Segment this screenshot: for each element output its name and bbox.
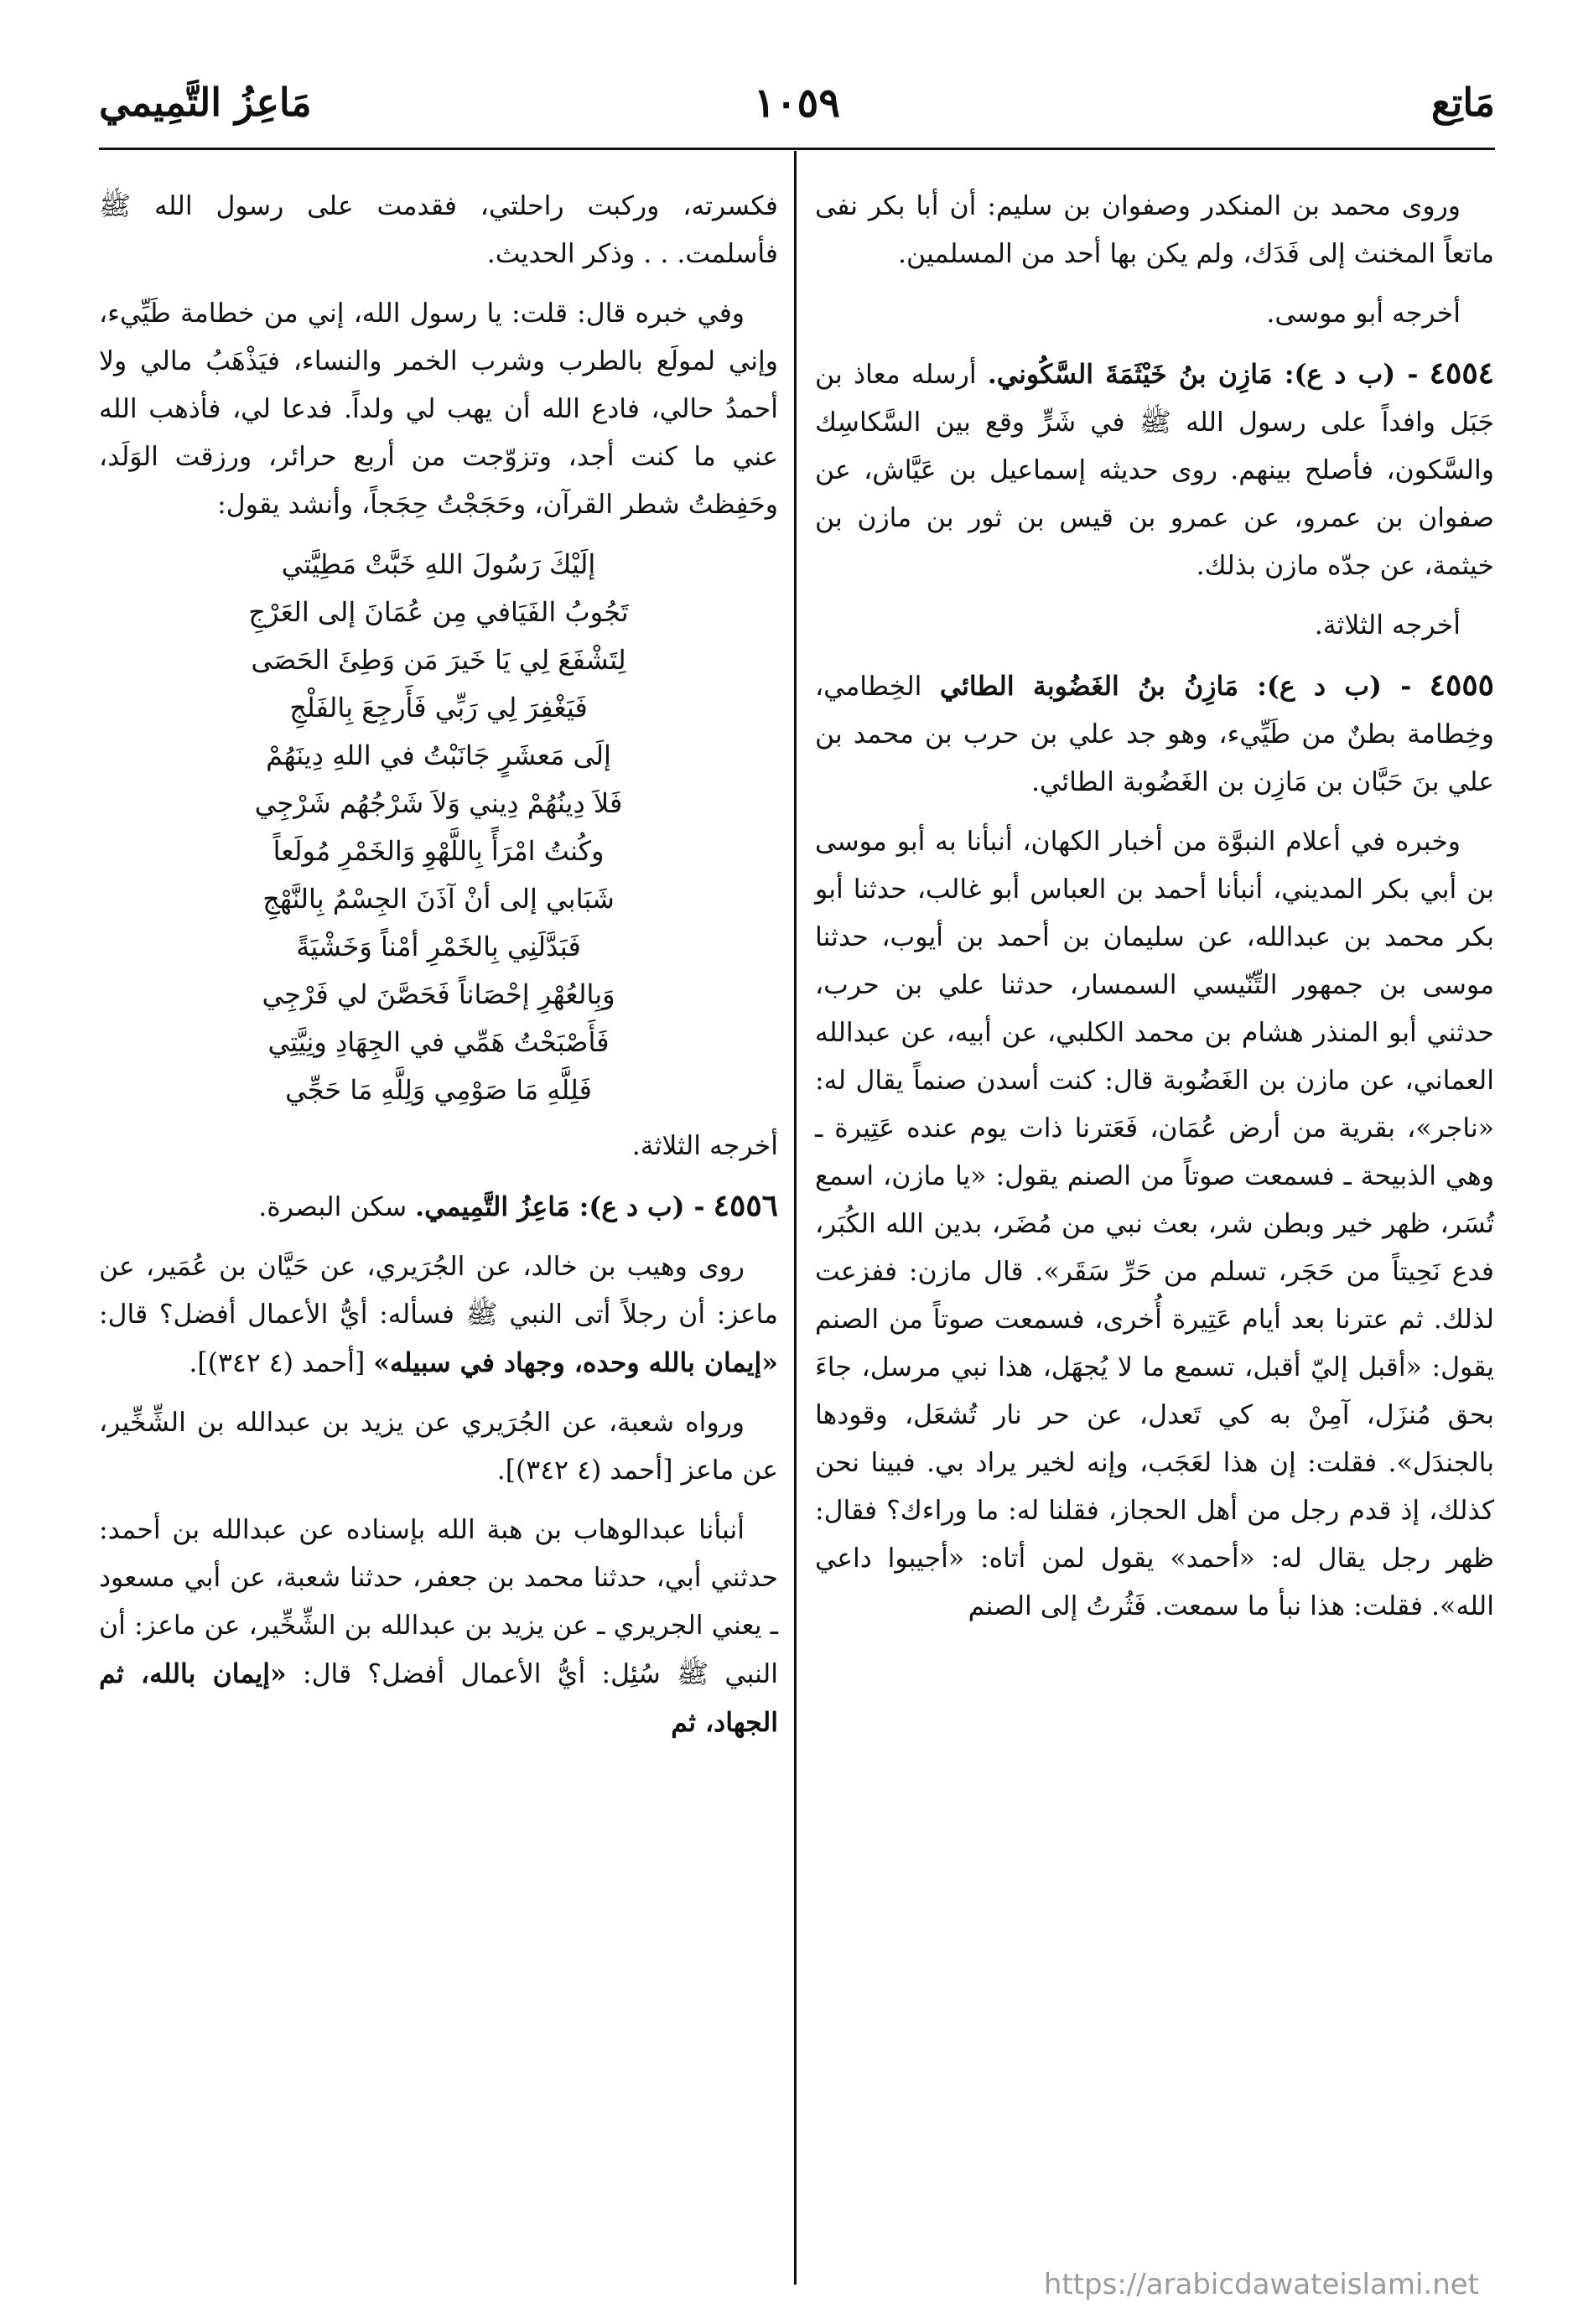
- paragraph: وروى محمد بن المنكدر وصفوان بن سليم: أن أبا بكر نفى ماتعاً المخنث إلى فَدَك، ولم يكن بها أحد من المسلمين.: [815, 191, 1494, 269]
- poem-line: فَلاَ دِينُهُمْ دِيني وَلاَ شَرْجُهُم شَرْجِي: [254, 787, 623, 819]
- watermark-url: https://arabicdawateislami.net: [1043, 2268, 1479, 2301]
- text-run: أنبأنا عبدالوهاب بن هبة الله بإسناده عن عبدالله بن أحمد: حدثني أبي، حدثنا محمد بن جعفر، حدثنا شعبة، عن أبي مسعود ـ يعني الجريري ـ عن يزيد بن عبدالله بن الشِّخِّير، عن ماعز: أن النبي ﷺ سُئِل: أيُّ الأعمال أفضل؟ قال:: [99, 1515, 778, 1689]
- paragraph: [99, 1507, 778, 1747]
- paragraph: وخبره في أعلام النبوَّة من أخبار الكهان، أنبأنا به أبو موسى بن أبي بكر المديني، أنبأنا أحمد بن العباس أبو غالب، حدثنا أبو بكر محمد بن عبدالله، عن سليمان بن أحمد بن أيوب، حدثنا موسى بن جمهور التِّنّيسي السمسار، حدثنا علي بن حرب، حدثني أبو المنذر هشام بن محمد الكلبي، عن أبيه، عن عبدالله العماني، عن مازن بن الغَضُوبة قال: كنت أسدن صنماً يقال له: «ناجر»، بقرية من أرض عُمَان، فَعَترنا ذات يوم عنده عَتِيرة ـ وهي الذبيحة ـ فسمعت صوتاً من الصنم يقول: «يا مازن، اسمع تُسَر، ظهر خير وبطن شر، بعث نبي من مُضَر، بدين الله الكُبَر، فدع نَحِيتاً من حَجَر، تسلم من حَرِّ سَقَر». قال مازن: ففزعت لذلك. ثم عترنا بعد أيام عَتِيرة أُخرى، فسمعت صوتاً من الصنم يقول: «أقبل إليّ أقبل، تسمع ما لا يُجهَل، هذا نبي مرسل، جاءَ بحق مُنزَل، آمِنْ به كي تَعدل، عن حر نار تُشعَل، وقودها بالجندَل». فقلت: إن هذا لعَجَب، وإنه لخير يراد بي. فبينا نحن كذلك، إذ قدم رجل من أهل الحجاز، فقلنا له: ما وراءك؟ فقال: ظهر رجل يقال له: «أحمد» يقول لمن أتاه: «أجيبوا داعي الله». فقلت: هذا نبأ ما سمعت. فَثُرتُ إلى الصنم: [815, 827, 1494, 1621]
- paragraph: [99, 1243, 778, 1388]
- poem-line: فَبَدَّلَنِي بِالخَمْرِ أمْناً وَخَشْيَةً: [296, 931, 581, 962]
- poem-line: وَبِالعُهْرِ إحْصَاناً فَحَصَّنَ لي فَرْجِي: [262, 978, 615, 1010]
- poem-line: تَجُوبُ الفَيَافي مِن عُمَانَ إلى العَرْجِ: [248, 596, 629, 628]
- citation: [أحمد (٤ ٣٤٢)].: [189, 1348, 366, 1378]
- paragraph: فكسرته، وركبت راحلتي، فقدمت على رسول الله ﷺ فأسلمت. . . وذكر الحديث.: [99, 191, 778, 269]
- poem-line: فَلِلَّهِ مَا صَوْمِي وَلِلَّهِ مَا حَجِّي: [285, 1074, 592, 1106]
- entry-text: الخِطامي، وخِطامة بطنٌ من طَيِّيء، وهو جد علي بن حرب بن محمد بن علي بنَ حَبَّان بن مَازِن بن الغَضُوبة الطائي.: [815, 672, 1494, 797]
- page-header: [99, 80, 1495, 138]
- entry-4554: [815, 350, 1494, 590]
- poem-line: إلَيْكَ رَسُولَ اللهِ خَبَّتْ مَطِيَّتي: [281, 548, 596, 580]
- hadith-quote: «إيمان بالله وحده، وجهاد في سبيله»: [373, 1347, 778, 1378]
- running-head-right: مَاتِع: [1431, 80, 1495, 125]
- page-number: ١٠٥٩: [753, 80, 841, 127]
- poem-line: شَبَابي إلى أنْ آذَنَ الجِسْمُ بِالنَّهْجِ: [262, 883, 615, 915]
- paragraph: أخرجه الثلاثة.: [1314, 610, 1461, 641]
- entry-4555: [815, 661, 1494, 807]
- running-head-left: مَاعِزُ التَّمِيمي: [99, 80, 312, 125]
- right-column: [815, 183, 1494, 1642]
- poem-line: وكُنتُ امْرَأً بِاللَّهْوِ وَالخَمْرِ مُولَعاً: [273, 835, 605, 867]
- hadith-quote: «إيمان بالله، ثم الجهاد، ثم: [99, 1658, 778, 1738]
- header-rule: [99, 148, 1495, 150]
- paragraph: ورواه شعبة، عن الجُرَيري عن يزيد بن عبدالله بن الشِّخِّير، عن ماعز [أحمد (٤ ٣٤٢)].: [99, 1408, 778, 1486]
- entry-heading: - (ب د ع): مَازِنُ بنُ الغَضُوبة الطائي: [939, 671, 1412, 702]
- entry-heading: - (ب د ع): مَاعِزُ التَّمِيمي.: [415, 1191, 705, 1222]
- entry-heading: - (ب د ع): مَازِن بنُ خَيْثَمَةَ السَّكُوني.: [987, 359, 1419, 390]
- entry-text: أرسله معاذ بن جَبَل وافداً على رسول الله ﷺ في شَرٍّ وقع بين السَّكاسِك والسَّكون، فأصلح بينهم. روى حديثه إسماعيل بن عَيَّاش، عن صفوان بن عمرو، عن عمرو بن قيس بن ثور بن مازن بن خيثمة، عن جدّه مازن بذلك.: [815, 360, 1494, 581]
- paragraph: أخرجه الثلاثة.: [631, 1131, 778, 1161]
- entry-number: ٤٥٥٦: [713, 1188, 778, 1223]
- left-column: [99, 183, 778, 1759]
- entry-4556: [99, 1182, 778, 1232]
- entry-text: سكن البصرة.: [258, 1192, 407, 1222]
- poem-line: فَأَصْبَحْتُ هَمِّي في الجِهَادِ ونِيَّتِي: [267, 1026, 610, 1058]
- poem: [99, 541, 778, 1114]
- poem-line: فَيَغْفِرَ لِي رَبِّي فَأَرجِعَ بِالفَلْجِ: [289, 692, 588, 724]
- poem-line: إلَى مَعشَرٍ جَانَبْتُ في اللهِ دِينَهُمْ: [266, 739, 611, 771]
- text-run: روى وهيب بن خالد، عن الجُرَيري، عن حَيَّان بن عُمَير، عن ماعز: أن رجلاً أتى النبي ﷺ فسأله: أيُّ الأعمال أفضل؟ قال:: [99, 1252, 778, 1330]
- entry-number: ٤٥٥٤: [1429, 355, 1495, 391]
- paragraph: وفي خبره قال: قلت: يا رسول الله، إني من خطامة طَيِّيء، وإني لمولَع بالطرب وشرب الخمر والنساء، فيَذْهَبُ مالي ولا أحمدُ حالي، فادع الله أن يهب لي ولداً. فدعا لي، فأذهب الله عني ما كنت أجد، وتزوّجت من أربع حرائر، ورزقت الوَلَد، وحَفِظتُ شطر القرآن، وحَجَجْتُ حِجَجاً، وأنشد يقول:: [99, 298, 778, 520]
- entry-number: ٤٥٥٥: [1429, 667, 1495, 703]
- paragraph: أخرجه أبو موسى.: [1266, 298, 1461, 329]
- poem-line: لِتَشْفَعَ لِي يَا خَيرَ مَن وَطِئَ الحَصَى: [251, 644, 626, 676]
- column-divider: [794, 151, 797, 2285]
